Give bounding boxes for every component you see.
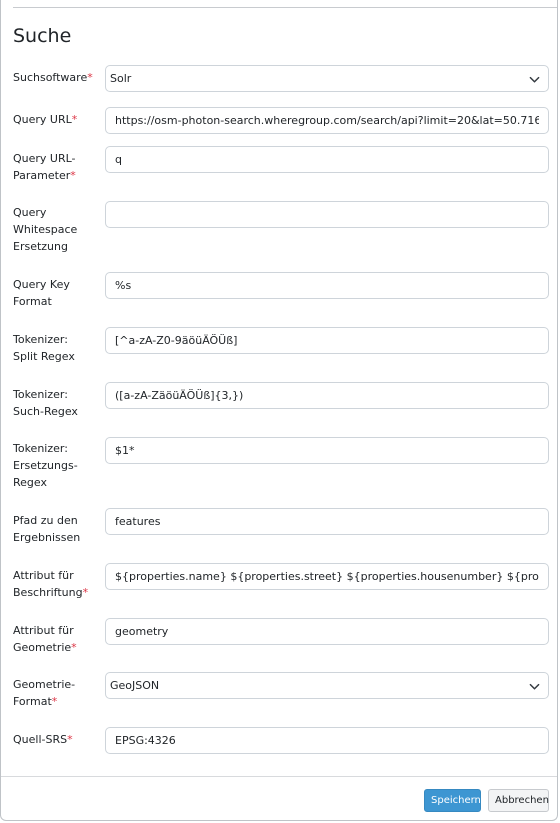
top-divider: [13, 7, 557, 8]
section-title: Suche: [13, 25, 72, 47]
footer-divider: [1, 776, 557, 777]
query-url-input[interactable]: [105, 107, 549, 134]
suchsoftware-label: Suchsoftware*: [13, 71, 93, 84]
quell-srs-label: Quell-SRS*: [13, 733, 73, 746]
ersetzungs-regex-label: Tokenizer: Ersetzungs- Regex: [13, 442, 78, 489]
split-regex-input[interactable]: [105, 327, 549, 354]
geometrie-format-value: GeoJSON: [110, 679, 160, 692]
split-regex-label: Tokenizer: Split Regex: [13, 333, 75, 363]
chevron-down-icon: [529, 74, 540, 85]
chevron-down-icon: [529, 681, 540, 692]
query-url-param-input[interactable]: [105, 146, 549, 173]
geometrie-format-select[interactable]: [105, 672, 549, 699]
save-button[interactable]: Speichern: [424, 789, 481, 812]
geometrie-label: Attribut für Geometrie*: [13, 624, 77, 654]
beschriftung-label: Attribut für Beschriftung*: [13, 569, 89, 599]
beschriftung-input[interactable]: [105, 563, 549, 590]
quell-srs-input[interactable]: [105, 727, 549, 754]
pfad-input[interactable]: [105, 508, 549, 535]
such-regex-input[interactable]: [105, 382, 549, 409]
ersetzungs-regex-input[interactable]: [105, 437, 549, 464]
pfad-label: Pfad zu den Ergebnissen: [13, 514, 81, 544]
suchsoftware-value: Solr: [110, 72, 132, 85]
cancel-button[interactable]: Abbrechen: [488, 789, 549, 812]
whitespace-input[interactable]: [105, 201, 549, 228]
key-format-input[interactable]: [105, 272, 549, 299]
suchsoftware-select[interactable]: [105, 65, 549, 92]
such-regex-label: Tokenizer: Such-Regex: [13, 388, 78, 418]
geometrie-input[interactable]: [105, 618, 549, 645]
query-url-label: Query URL*: [13, 113, 78, 126]
whitespace-label: Query Whitespace Ersetzung: [13, 206, 78, 253]
query-url-param-label: Query URL- Parameter*: [13, 152, 76, 182]
geometrie-format-label: Geometrie- Format*: [13, 678, 76, 708]
key-format-label: Query Key Format: [13, 278, 70, 308]
